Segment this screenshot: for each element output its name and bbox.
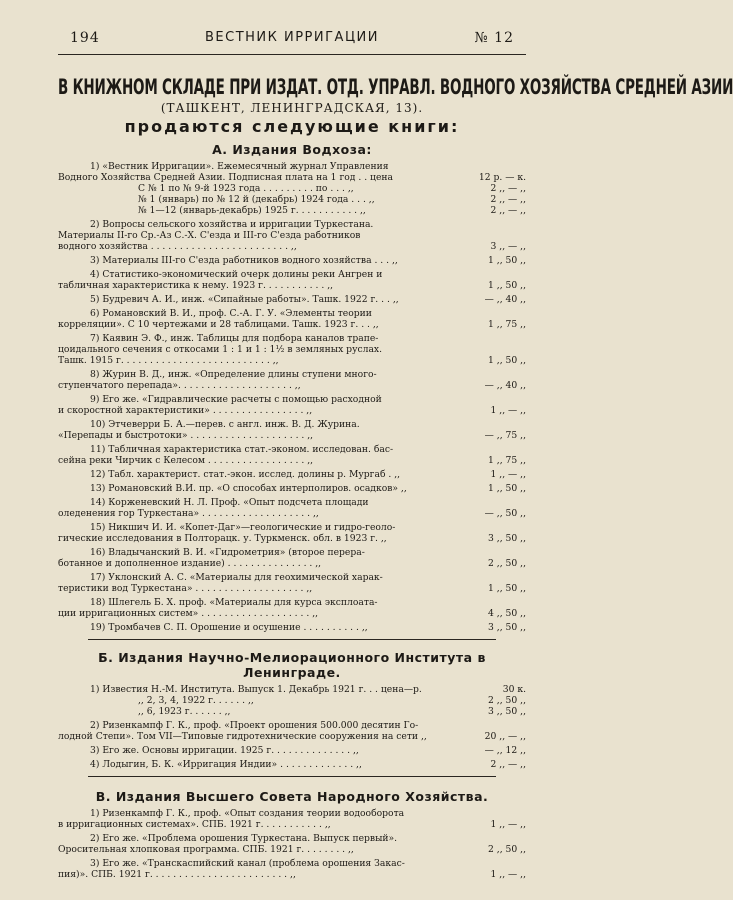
catalog-entry-price: 1 ,, 50 ,, — [488, 583, 526, 594]
catalog-entry-text: 1) «Вестник Ирригации». Ежемесячный журнал Управления — [90, 161, 389, 172]
catalog-entry-text: теристики вод Туркестана» . . . . . . . . . . . . . . . . . . . ,, — [58, 583, 313, 594]
catalog-line — [58, 497, 526, 508]
catalog-entry-text: 6) Романовский В. И., проф. С.-А. Г. У. «Элементы теории — [90, 308, 372, 319]
catalog-entry-text: цоидального сечения с откосами 1 : 1 и 1 : 1½ в земляных руслах. — [58, 344, 383, 355]
catalog-line — [58, 230, 526, 241]
catalog-entry-price: 2 ,, 50 ,, — [488, 844, 526, 855]
catalog-line — [58, 572, 526, 583]
catalog-line — [58, 597, 526, 608]
catalog-line — [58, 269, 526, 280]
catalog-entry-price: 3 ,, 50 ,, — [488, 533, 526, 544]
catalog-line — [58, 219, 526, 230]
catalog-entry-text: 15) Никшич И. И. «Копет-Даг»—геологические и гидро-геоло- — [90, 522, 396, 533]
catalog-line — [58, 522, 526, 533]
catalog-line — [58, 369, 526, 380]
catalog-entry-text: 7) Каявин Э. Ф., инж. Таблицы для подбора каналов трапе- — [90, 333, 379, 344]
catalog-entry-text: 3) Его же. «Транскаспийский канал (проблема орошения Закас- — [90, 858, 405, 869]
catalog-line — [58, 508, 526, 519]
catalog-entry-price: 2 ,, 50 ,, — [488, 558, 526, 569]
catalog-entry-text: 3) Его же. Основы ирригации. 1925 г. . . . . . . . . . . . . . ,, — [90, 745, 359, 756]
catalog-entry-text: 10) Этчеверри Б. А.—перев. с англ. инж. В. Д. Журина. — [90, 419, 360, 430]
catalog-entry-text: Ташк. 1915 г. . . . . . . . . . . . . . . . . . . . . . . . . . ,, — [58, 355, 279, 366]
catalog-entry-price: 1 ,, — ,, — [490, 405, 526, 416]
page-number: 194 — [70, 30, 100, 46]
catalog-entry-price: 1 ,, — ,, — [490, 819, 526, 830]
catalog-entry-text: 13) Романовский В.И. пр. «О способах интерполиров. осадков» ,, — [90, 483, 407, 494]
catalog-entry-price: 2 ,, — ,, — [490, 194, 526, 205]
catalog-entry-text: ,, 6, 1923 г. . . . . . ,, — [138, 706, 231, 717]
catalog-entry-text: 16) Владычанский В. И. «Гидрометрия» (второе перера- — [90, 547, 365, 558]
catalog-line — [58, 745, 526, 756]
catalog-line — [58, 844, 526, 855]
catalog-line — [58, 241, 526, 252]
catalog-entry-text: 8) Журин В. Д., инж. «Определение длины ступени много- — [90, 369, 377, 380]
catalog-entry-text: 2) Вопросы сельского хозяйства и ирригации Туркестана. — [90, 219, 374, 230]
catalog-entry-text: С № 1 по № 9-й 1923 года . . . . . . . . . по . . . ,, — [138, 183, 354, 194]
catalog-line — [58, 355, 526, 366]
catalog-entry-price: 1 ,, 50 ,, — [488, 483, 526, 494]
catalog-entry-text: табличная характеристика к нему. 1923 г. . . . . . . . . . . ,, — [58, 280, 334, 291]
catalog-line — [58, 308, 526, 319]
catalog-line — [58, 547, 526, 558]
catalog-line — [58, 255, 526, 266]
catalog-entry-text: лодной Степи». Том VII—Типовые гидротехнические сооружения на сети ,, — [58, 731, 427, 742]
catalog-entry-text: ции ирригационных систем» . . . . . . . . . . . . . . . . . . . ,, — [58, 608, 319, 619]
header-rule — [58, 54, 526, 55]
catalog-entry-price: 2 ,, — ,, — [490, 759, 526, 770]
catalog-entry-text: Материалы II-го Ср.-Аз С.-Х. С'езда и III-го С'езда работников — [58, 230, 361, 241]
journal-title: ВЕСТНИК ИРРИГАЦИИ — [204, 30, 379, 45]
catalog-entry-text: № 1—12 (январь-декабрь) 1925 г. . . . . . . . . . . ,, — [138, 205, 366, 216]
catalog-entry-text: ,, 2, 3, 4, 1922 г. . . . . . ,, — [138, 695, 254, 706]
catalog-line — [58, 833, 526, 844]
catalog-entry-text: 4) Статистико-экономический очерк долины реки Ангрен и — [90, 269, 383, 280]
catalog-line — [58, 455, 526, 466]
catalog-line — [58, 622, 526, 633]
catalog-entry-text: Оросительная хлопковая программа. СПБ. 1921 г. . . . . . . . ,, — [58, 844, 354, 855]
catalog-entry-text: 4) Лодыгин, Б. К. «Ирригация Индии» . . . . . . . . . . . . . ,, — [90, 759, 362, 770]
catalog-entry-price: 1 ,, — ,, — [490, 469, 526, 480]
catalog-entry-text: «Перепады и быстротоки» . . . . . . . . . . . . . . . . . . . . ,, — [58, 430, 314, 441]
catalog-entry-text: 1) Известия Н.-М. Института. Выпуск 1. Декабрь 1921 г. . . цена—р. — [90, 684, 422, 695]
section-divider — [88, 776, 496, 777]
catalog-entry-text: 1) Ризенкампф Г. К., проф. «Опыт создания теории водооборота — [90, 808, 405, 819]
catalog-line — [58, 294, 526, 305]
catalog-line — [58, 695, 526, 706]
catalog-entry-price: 2 ,, — ,, — [490, 205, 526, 216]
catalog-line — [58, 808, 526, 819]
catalog-entry-text: оледенения гор Туркестана» . . . . . . . . . . . . . . . . . . . ,, — [58, 508, 319, 519]
catalog-entry-price: 1 ,, 50 ,, — [488, 355, 526, 366]
catalog-entry-text: Водного Хозяйства Средней Азии. Подписная плата на 1 год . . цена — [58, 172, 393, 183]
catalog-line — [58, 172, 526, 183]
section-heading: Б. Издания Научно-Мелиорационного Института в Ленинграде. — [98, 650, 486, 680]
catalog-entry-price: 12 р. — к. — [478, 172, 526, 183]
catalog-line — [58, 319, 526, 330]
catalog-entry-text: 11) Табличная характеристика стат.-эконом. исследован. бас- — [90, 444, 394, 455]
catalog-entry-price: 1 ,, 50 ,, — [488, 255, 526, 266]
catalog-entry-price: 3 ,, — ,, — [490, 241, 526, 252]
book-list — [58, 142, 526, 880]
catalog-entry-price: 2 ,, 50 ,, — [488, 695, 526, 706]
announcement-subtitle: продаются следующие книги: — [124, 117, 460, 136]
catalog-line — [58, 430, 526, 441]
catalog-entry-price: 3 ,, 50 ,, — [488, 622, 526, 633]
announcement-address: (ТАШКЕНТ, ЛЕНИНГРАДСКАЯ, 13). — [160, 101, 424, 115]
catalog-line — [58, 405, 526, 416]
catalog-entry-price: 30 к. — [502, 684, 526, 695]
catalog-line — [58, 161, 526, 172]
catalog-entry-text: и скоростной характеристики» . . . . . . . . . . . . . . . . ,, — [58, 405, 313, 416]
section-divider — [88, 639, 496, 640]
catalog-entry-price: 4 ,, 50 ,, — [488, 608, 526, 619]
catalog-entry-text: 5) Будревич А. И., инж. «Сипайные работы». Ташк. 1922 г. . . ,, — [90, 294, 399, 305]
catalog-entry-text: 18) Шлегель Б. Х. проф. «Материалы для курса эксплоата- — [90, 597, 378, 608]
section-heading: А. Издания Водхоза: — [212, 142, 372, 157]
catalog-entry-text: 17) Уклонский А. С. «Материалы для геохимической харак- — [90, 572, 383, 583]
catalog-line — [58, 469, 526, 480]
catalog-line — [58, 869, 526, 880]
catalog-entry-text: ступенчатого перепада». . . . . . . . . . . . . . . . . . . . ,, — [58, 380, 301, 391]
catalog-line — [58, 608, 526, 619]
catalog-entry-price: — ,, 50 ,, — [484, 508, 526, 519]
catalog-entry-text: в ирригационных системах». СПБ. 1921 г. . . . . . . . . . . ,, — [58, 819, 331, 830]
catalog-entry-price: 1 ,, — ,, — [490, 869, 526, 880]
catalog-line — [58, 731, 526, 742]
catalog-line — [58, 394, 526, 405]
catalog-entry-text: пия)». СПБ. 1921 г. . . . . . . . . . . . . . . . . . . . . . . . ,, — [58, 869, 296, 880]
catalog-entry-text: № 1 (январь) по № 12 й (декабрь) 1924 года . . . ,, — [138, 194, 375, 205]
catalog-entry-price: — ,, 40 ,, — [484, 294, 526, 305]
issue-number: № 12 — [474, 30, 514, 46]
catalog-entry-price: 3 ,, 50 ,, — [488, 706, 526, 717]
catalog-entry-text: 2) Ризенкампф Г. К., проф. «Проект орошения 500.000 десятин Го- — [90, 720, 419, 731]
catalog-line — [58, 183, 526, 194]
catalog-entry-price: — ,, 12 ,, — [484, 745, 526, 756]
catalog-entry-price: 1 ,, 75 ,, — [488, 319, 526, 330]
catalog-line — [58, 344, 526, 355]
catalog-entry-price: 20 ,, — ,, — [484, 731, 526, 742]
catalog-line — [58, 706, 526, 717]
catalog-entry-price: 1 ,, 50 ,, — [488, 280, 526, 291]
catalog-entry-price: — ,, 75 ,, — [484, 430, 526, 441]
catalog-entry-text: 3) Материалы III-го С'езда работников водного хозяйства . . . ,, — [90, 255, 398, 266]
catalog-entry-text: сейна реки Чирчик с Келесом . . . . . . . . . . . . . . . . . ,, — [58, 455, 314, 466]
catalog-entry-text: корреляции». С 10 чертежами и 28 таблицами. Ташк. 1923 г. . . ,, — [58, 319, 379, 330]
catalog-line — [58, 720, 526, 731]
catalog-line — [58, 558, 526, 569]
announcement-title: В КНИЖНОМ СКЛАДЕ ПРИ ИЗДАТ. ОТД. УПРАВЛ. ВОДНОГО ХОЗЯЙСТВА СРЕДНЕЙ АЗИИ — [58, 75, 733, 101]
catalog-line — [58, 759, 526, 770]
catalog-entry-price: — ,, 40 ,, — [484, 380, 526, 391]
catalog-entry-text: ботанное и дополненное издание) . . . . . . . . . . . . . . . ,, — [58, 558, 322, 569]
catalog-line — [58, 684, 526, 695]
catalog-line — [58, 858, 526, 869]
catalog-line — [58, 280, 526, 291]
catalog-entry-price: 2 ,, — ,, — [490, 183, 526, 194]
catalog-entry-price: 1 ,, 75 ,, — [488, 455, 526, 466]
catalog-line — [58, 205, 526, 216]
catalog-line — [58, 583, 526, 594]
catalog-entry-text: 2) Его же. «Проблема орошения Туркестана. Выпуск первый». — [90, 833, 398, 844]
catalog-entry-text: 12) Табл. характерист. стат.-экон. исслед. долины р. Мургаб . ,, — [90, 469, 401, 480]
catalog-line — [58, 419, 526, 430]
catalog-line — [58, 194, 526, 205]
catalog-line — [58, 380, 526, 391]
catalog-entry-text: водного хозяйства . . . . . . . . . . . . . . . . . . . . . . . . ,, — [58, 241, 297, 252]
running-header — [58, 30, 526, 50]
catalog-entry-text: 19) Тромбачев С. П. Орошение и осушение . . . . . . . . . . ,, — [90, 622, 368, 633]
catalog-entry-text: 14) Корженевский Н. Л. Проф. «Опыт подсчета площади — [90, 497, 369, 508]
catalog-line — [58, 444, 526, 455]
section-heading: В. Издания Высшего Совета Народного Хозяйства. — [95, 789, 489, 804]
catalog-line — [58, 333, 526, 344]
catalog-entry-text: гические исследования в Полторацк. у. Туркменск. обл. в 1923 г. ,, — [58, 533, 387, 544]
catalog-line — [58, 483, 526, 494]
catalog-line — [58, 533, 526, 544]
catalog-line — [58, 819, 526, 830]
catalog-entry-text: 9) Его же. «Гидравлические расчеты с помощью расходной — [90, 394, 382, 405]
